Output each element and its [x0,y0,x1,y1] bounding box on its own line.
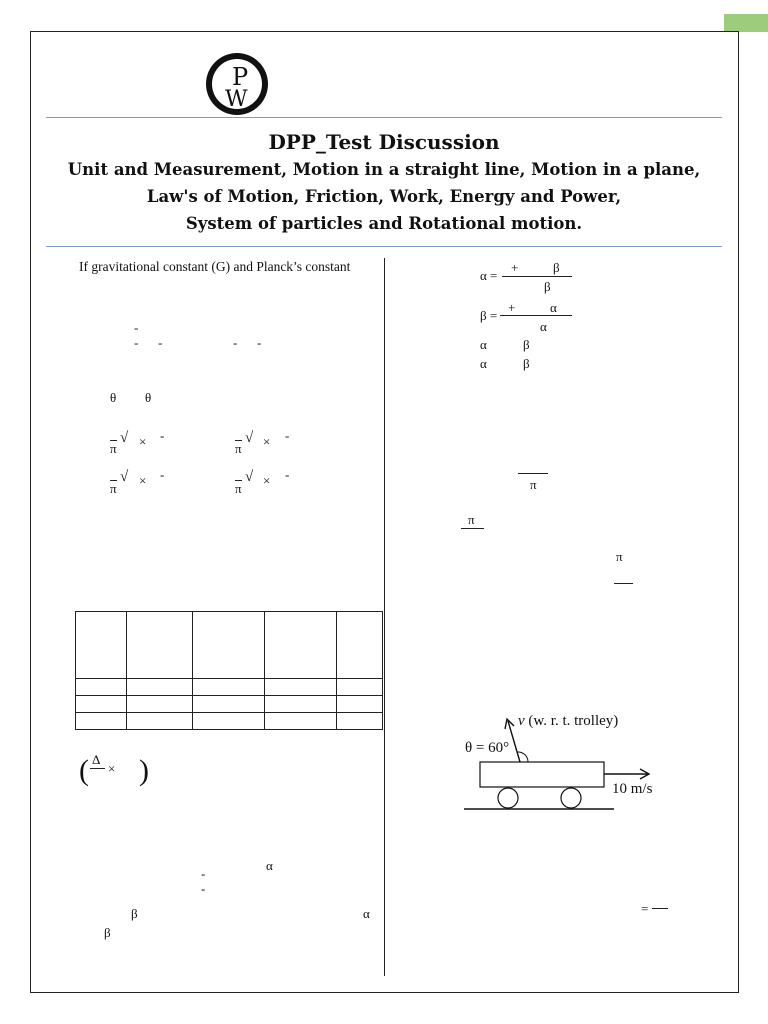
sqrt-symbol: √ [245,469,254,485]
beta-symbol: β [523,337,530,352]
logo-initial-p: P [232,63,249,91]
equals-sign: = [641,901,649,916]
pi-symbol: π [110,441,117,456]
topics-line-1: Unit and Measurement, Motion in a straight line, Motion in a plane, [67,160,701,179]
speed-label: 10 m/s [612,781,653,797]
pi-symbol: π [235,481,242,496]
header-rule-top [46,117,722,118]
table-cell [193,679,265,696]
pi-symbol: π [110,481,117,496]
table-cell [76,713,127,730]
minus-sign: - [134,335,139,350]
beta-symbol: β [131,906,138,921]
table-cell [127,713,193,730]
minus-sign: - [160,467,165,482]
alpha-symbol: α [363,906,370,921]
table-row [76,679,383,696]
minus-sign: - [201,866,206,881]
minus-sign: - [233,335,238,350]
sqrt-symbol: √ [245,430,254,446]
plus-sign: + [508,300,516,315]
velocity-symbol: v [518,713,525,729]
minus-sign: - [158,335,163,350]
beta-symbol: β [523,356,530,371]
corner-tab [724,14,768,32]
beta-equation-lhs: β = [480,308,498,323]
table-cell [127,612,193,679]
velocity-label-text: (w. r. t. trolley) [524,713,619,729]
table-cell [193,696,265,713]
alpha-symbol: α [480,356,487,371]
logo-initial-w: W [225,87,248,112]
beta-symbol: β [553,260,560,275]
column-divider [384,258,385,976]
fraction-bar [518,473,548,474]
table-cell [265,713,337,730]
pi-symbol: π [235,441,242,456]
table-cell [193,713,265,730]
sqrt-symbol: √ [120,430,129,446]
table-cell [337,696,383,713]
times-sign: × [139,473,147,488]
table-cell [127,679,193,696]
page-title: DPP_Test Discussion [268,130,500,154]
velocity-label [518,713,618,730]
minus-sign: - [160,428,165,443]
trolley-wheel [498,788,518,808]
alpha-symbol: α [480,337,487,352]
trolley-wheel [561,788,581,808]
table-row [76,612,383,679]
minus-sign: - [201,881,206,896]
header [46,128,722,237]
angle-label: θ = 60° [465,740,510,756]
times-sign: × [139,434,147,449]
question-text: If gravitational constant (G) and Planck’s constant [79,259,351,274]
header-rule-bottom [46,246,722,247]
table-cell [76,679,127,696]
topics-line-2: Law's of Motion, Friction, Work, Energy and Power, [146,187,622,206]
pi-symbol: π [468,512,475,527]
times-sign: × [263,473,271,488]
trolley-body [480,762,604,787]
fraction-bar [461,528,484,529]
table-row [76,696,383,713]
pw-logo [205,52,269,116]
beta-symbol: β [104,925,111,940]
beta-symbol: β [544,279,551,294]
alpha-symbol: α [540,319,547,334]
pi-symbol: π [530,477,537,492]
sqrt-symbol: √ [120,469,129,485]
table-cell [193,612,265,679]
theta-symbol: θ [110,390,117,405]
delta-symbol: Δ [92,752,101,767]
table-cell [76,612,127,679]
fraction-bar [614,583,633,584]
alpha-equation-lhs: α = [480,268,498,283]
table-cell [265,679,337,696]
minus-sign: - [134,320,139,335]
theta-symbol: θ [145,390,152,405]
times-sign: × [263,434,271,449]
alpha-symbol: α [550,300,557,315]
table-cell [127,696,193,713]
table-cell [337,679,383,696]
times-sign: × [108,761,116,776]
fraction-bar [502,276,572,277]
fraction-bar [500,315,572,316]
table-cell [337,713,383,730]
paren-open: ( [79,754,89,787]
data-table [75,611,383,730]
table-cell [265,612,337,679]
minus-sign: - [285,467,290,482]
table-cell [76,696,127,713]
fraction-bar [652,908,668,909]
topics-line-3: System of particles and Rotational motion. [185,214,583,233]
paren-close: ) [139,754,149,787]
table-cell [337,612,383,679]
pi-symbol: π [616,549,623,564]
plus-sign: + [511,260,519,275]
alpha-symbol: α [266,858,273,873]
table-row [76,713,383,730]
minus-sign: - [285,428,290,443]
table-cell [265,696,337,713]
fraction-bar [90,768,105,769]
minus-sign: - [257,335,262,350]
